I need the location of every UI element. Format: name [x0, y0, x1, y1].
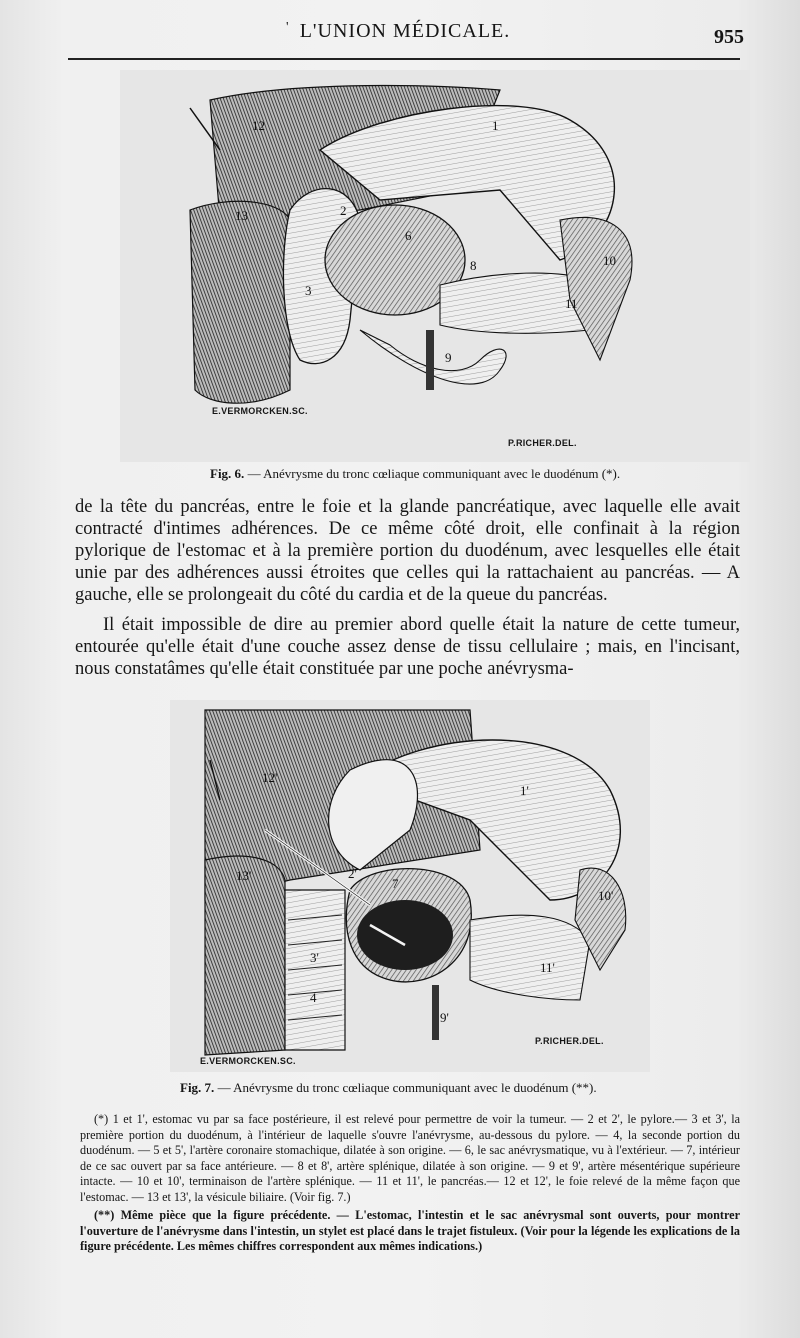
- pancreas-shape: [470, 915, 590, 1000]
- figure-7-illustration: [170, 700, 650, 1072]
- engraver-credit: E.VERMORCKEN.SC.: [212, 406, 308, 416]
- artery-stylet-shape: [426, 330, 434, 390]
- figure-7-label: Fig. 7.: [180, 1080, 215, 1095]
- spleen-end-shape: [560, 218, 632, 361]
- artist-credit: P.RICHER.DEL.: [508, 438, 577, 448]
- label-10: 10: [603, 253, 616, 268]
- header-mark: ': [286, 20, 289, 35]
- running-title: L'UNION MÉDICALE.: [299, 20, 511, 42]
- label-8: 8: [470, 258, 477, 273]
- footnotes: [80, 1112, 740, 1258]
- figure-7-engraving: [170, 700, 650, 1072]
- body-text: [75, 496, 740, 688]
- label-6: 6: [405, 228, 412, 243]
- engraver-credit: E.VERMORCKEN.SC.: [200, 1056, 296, 1066]
- figure-6-label: Fig. 6.: [210, 466, 245, 481]
- label-3: 3: [305, 283, 312, 298]
- artery-shape: [432, 985, 439, 1040]
- label-10-prime: 10': [598, 888, 614, 903]
- footnote-figure-7: (**) Même pièce que la figure précédente. — L'estomac, l'intestin et le sac anévrysmal sont ouverts, pour montrer l'ouverture de l'anévrysme dans l'intestin, un stylet est placé dans le trajet fistuleux. (Voir pour la légende les explications de la figure précédente. Les mêmes chiffres correspondent aux mêmes indications.): [80, 1208, 740, 1253]
- label-12-prime: 12': [262, 770, 278, 785]
- body-paragraph: Il était impossible de dire au premier abord quelle était la nature de cette tumeur, entourée qu'elle était d'une couche assez dense de tissu cellulaire ; mais, en l'incisant, nous constatâmes qu'elle était constituée par une poche anévrysma-: [75, 615, 740, 679]
- gallbladder-shape: [205, 856, 285, 1055]
- footnote-figure-6: (*) 1 et 1', estomac vu par sa face postérieure, il est relevé pour permettre de voir la tumeur. — 2 et 2', le pylore.— 3 et 3', la première portion du duodénum, à l'intérieur de laquelle s'ouvre l'anévrysme, au-dessous du pylore. — 4, la seconde portion du duodénum. — 5 et 5', l'artère coronaire stomachique, dilatée à son origine. — 6, le sac anévrysmatique, vu à l'extérieur. — 7, intérieur de ce sac ouvert par sa face antérieure. — 8 et 8', artère splénique, dilatée à son origine. — 9 et 9', artère mésentérique supérieure intacte. — 10 et 10', terminaison de l'artère splénique. — 11 et 11', le pancréas.— 12 et 12', le foie relevé de la même façon que l'estomac. — 13 et 13', la vésicule biliaire. (Voir fig. 7.): [80, 1112, 740, 1204]
- label-2-prime: 2': [348, 866, 357, 881]
- label-3-prime: 3': [310, 950, 319, 965]
- label-11-prime: 11': [540, 960, 555, 975]
- label-9: 9: [445, 350, 452, 365]
- label-13-prime: 13': [236, 868, 252, 883]
- label-4: 4: [310, 990, 317, 1005]
- figure-6-engraving: [120, 70, 750, 462]
- label-2: 2: [340, 203, 347, 218]
- figure-7-caption-text: — Anévrysme du tronc cœliaque communiquant avec le duodénum (**).: [217, 1080, 597, 1095]
- duodenum-shape: [285, 890, 345, 1050]
- body-paragraph: de la tête du pancréas, entre le foie et la glande pancréatique, avec laquelle elle avait contracté d'intimes adhérences. De ce même côté droit, elle confinait à la région pylorique de l'estomac et à la première portion du duodénum, avec lesquelles elle était unie par des adhérences aussi étroites que celles qui la rattachaient au pancréas. — A gauche, elle se prolongeait du côté du cardia et de la queue du pancréas.: [75, 497, 740, 605]
- figure-6-illustration: [120, 70, 750, 462]
- label-1-prime: 1': [520, 783, 529, 798]
- aneurysm-interior-shape: [357, 900, 453, 970]
- label-12: 12: [252, 118, 265, 133]
- gallbladder-shape: [190, 201, 290, 403]
- figure-6-caption: [210, 466, 620, 482]
- page-number: 955: [714, 26, 744, 48]
- label-1: 1: [492, 118, 499, 133]
- artist-credit: P.RICHER.DEL.: [535, 1036, 604, 1046]
- label-13: 13: [235, 208, 248, 223]
- header-rule: [68, 58, 740, 60]
- label-7: 7: [392, 876, 399, 891]
- figure-6-caption-text: — Anévrysme du tronc cœliaque communiquant avec le duodénum (*).: [247, 466, 621, 481]
- label-9-prime: 9': [440, 1010, 449, 1025]
- figure-7-caption: [180, 1080, 597, 1096]
- label-11: 11: [565, 296, 578, 311]
- page-header: [60, 18, 750, 48]
